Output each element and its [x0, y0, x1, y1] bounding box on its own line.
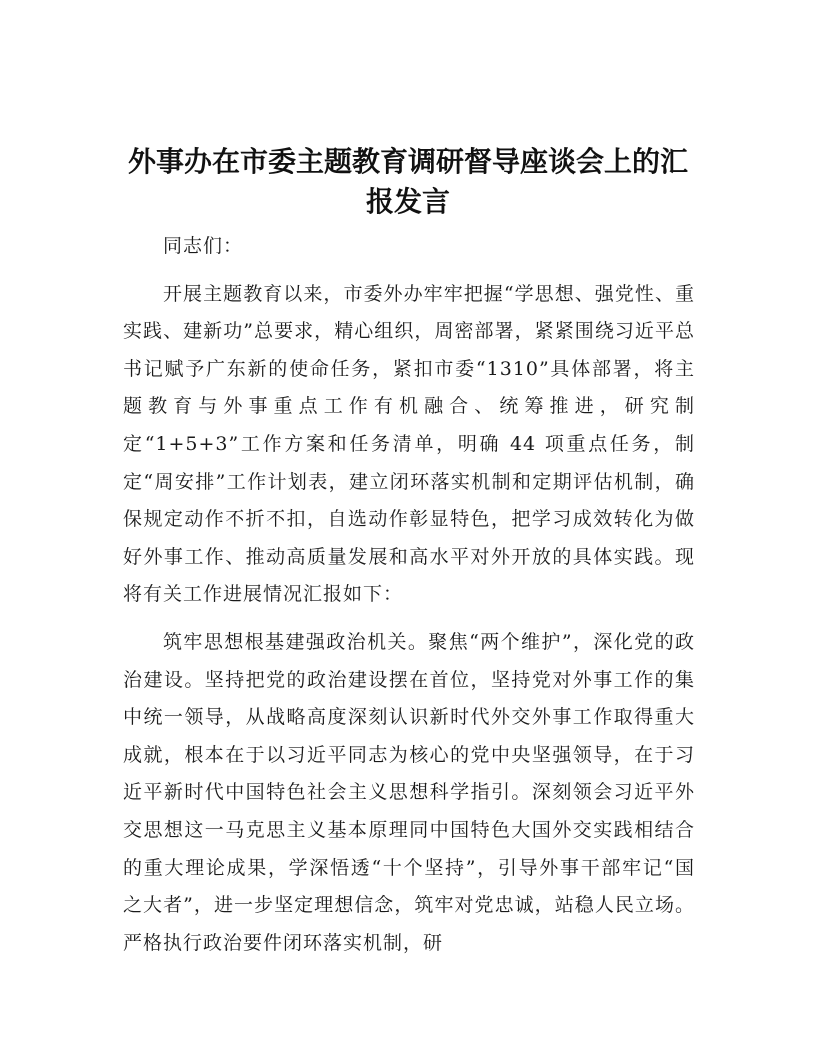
title-line-2: 报发言 [365, 185, 450, 218]
paragraph-2: 筑牢思想根基建强政治机关。聚焦“两个维护”，深化党的政治建设。坚持把党的政治建设摆在首位，坚持党对外事工作的集中统一领导，从战略高度深刻认识新时代外交外事工作取得重大成就，根本在于以习近平同志为核心的党中央坚强领导，在于习近平新时代中国特色社会主义思想科学指引。深刻领会习近平外交思想这一马克思主义基本原理同中国特色大国外交实践相结合的重大理论成果，学深悟透“十个坚持”，引导外事干部牢记“国之大者”，进一步坚定理想信念，筑牢对党忠诚，站稳人民立场。严格执行政治要件闭环落实机制，研 [123, 630, 695, 954]
document-title [100, 142, 716, 222]
paragraph-1: 开展主题教育以来，市委外办牢牢把握“学思想、强党性、重实践、建新功”总要求，精心组织，周密部署，紧紧围绕习近平总书记赋予广东新的使命任务，紧扣市委“1310”具体部署，将主题教育与外事重点工作有机融合、统筹推进，研究制定“1+5+3”工作方案和任务清单，明确 44 项重点任务，制定“周安排”工作计划表，建立闭环落实机制和定期评估机制，确保规定动作不折不扣，自选动作彰显特色，把学习成效转化为做好外事工作、推动高质量发展和高水平对外开放的具体实践。现将有关工作进展情况汇报如下： [123, 282, 695, 606]
title-line-1: 外事办在市委主题教育调研督导座谈会上的汇 [127, 145, 688, 178]
salutation: 同志们： [163, 235, 244, 257]
document-body [123, 228, 695, 972]
